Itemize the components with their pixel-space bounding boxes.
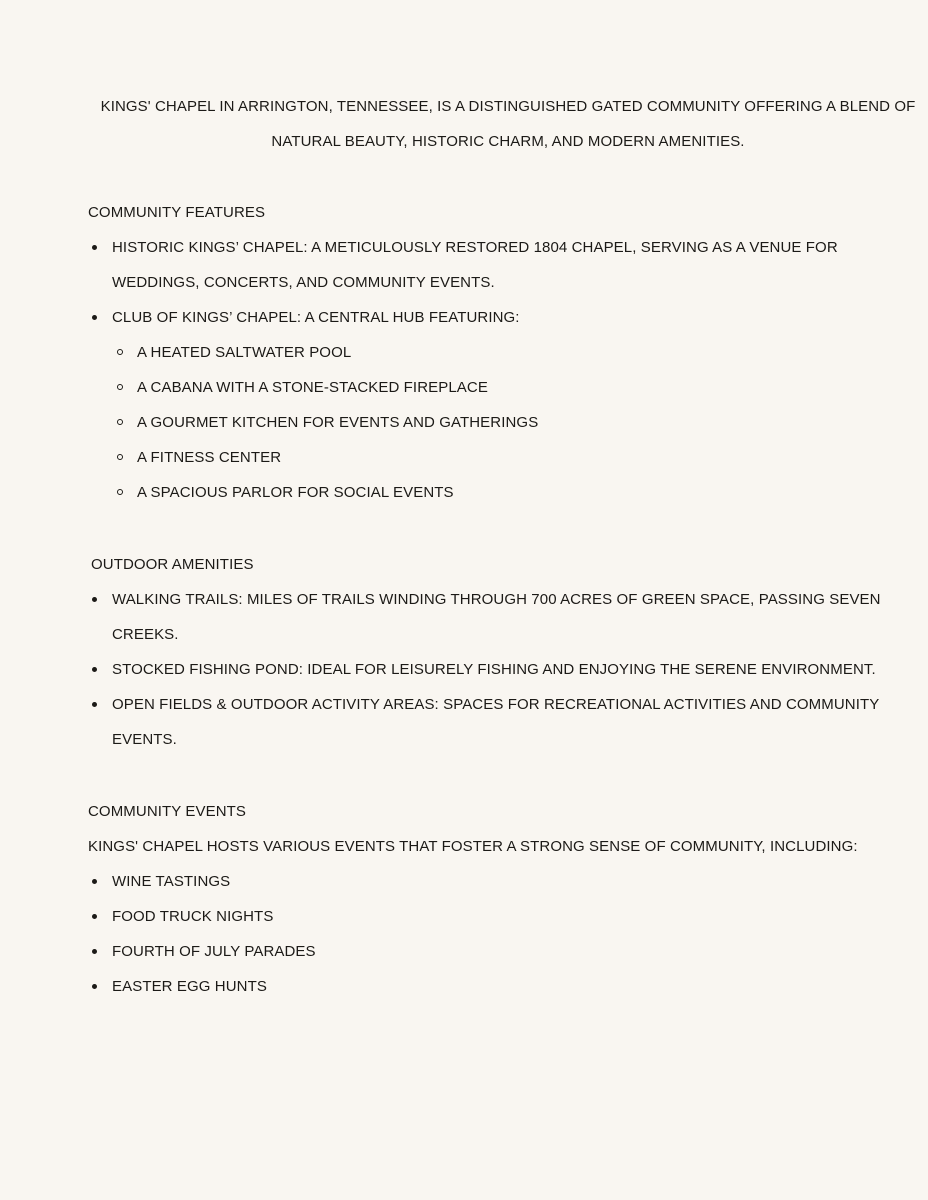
bullet-icon — [92, 949, 97, 954]
list-item-text: WALKING TRAILS: MILES OF TRAILS WINDING THROUGH 700 ACRES OF GREEN SPACE, PASSING SEVEN CREEKS. — [112, 591, 881, 643]
community-events-intro: KINGS' CHAPEL HOSTS VARIOUS EVENTS THAT FOSTER A STRONG SENSE OF COMMUNITY, INCLUDING: — [88, 838, 858, 855]
community-features-heading: COMMUNITY FEATURES — [88, 204, 266, 221]
bullet-icon — [92, 315, 97, 320]
list-item — [88, 652, 908, 687]
list-item-text: FOURTH OF JULY PARADES — [112, 943, 316, 960]
sublist-item-text: A FITNESS CENTER — [137, 449, 282, 466]
intro-paragraph: KINGS' CHAPEL IN ARRINGTON, TENNESSEE, IS A DISTINGUISHED GATED COMMUNITY OFFERING A BLEND OF NATURAL BEAUTY, HISTORIC CHARM, AND MODERN AMENITIES. — [100, 98, 916, 150]
list-item — [88, 582, 908, 652]
outdoor-amenities-list — [88, 582, 908, 757]
bullet-icon — [92, 984, 97, 989]
bullet-icon — [92, 667, 97, 672]
sublist-item — [112, 405, 908, 440]
list-item — [88, 230, 908, 300]
hollow-bullet-icon — [117, 384, 123, 390]
list-item-text: WINE TASTINGS — [112, 873, 231, 890]
bullet-icon — [92, 702, 97, 707]
hollow-bullet-icon — [117, 489, 123, 495]
hollow-bullet-icon — [117, 419, 123, 425]
sublist-item-text: A CABANA WITH A STONE-STACKED FIREPLACE — [137, 379, 488, 396]
club-amenities-sublist — [112, 335, 908, 510]
list-item — [88, 864, 908, 899]
bullet-icon — [92, 245, 97, 250]
sublist-item — [112, 475, 908, 510]
bullet-icon — [92, 597, 97, 602]
list-item — [88, 300, 908, 510]
list-item-text: FOOD TRUCK NIGHTS — [112, 908, 274, 925]
sublist-item — [112, 335, 908, 370]
list-item — [88, 934, 908, 969]
hollow-bullet-icon — [117, 349, 123, 355]
sublist-item — [112, 370, 908, 405]
list-item-text: OPEN FIELDS & OUTDOOR ACTIVITY AREAS: SPACES FOR RECREATIONAL ACTIVITIES AND COMMUNITY EVENTS. — [112, 696, 880, 748]
list-item-text: EASTER EGG HUNTS — [112, 978, 267, 995]
hollow-bullet-icon — [117, 454, 123, 460]
outdoor-amenities-heading: OUTDOOR AMENITIES — [91, 556, 254, 573]
sublist-item-text: A HEATED SALTWATER POOL — [137, 344, 352, 361]
list-item — [88, 899, 908, 934]
sublist-item — [112, 440, 908, 475]
sublist-item-text: A SPACIOUS PARLOR FOR SOCIAL EVENTS — [137, 484, 454, 501]
list-item-text: CLUB OF KINGS’ CHAPEL: A CENTRAL HUB FEATURING: — [112, 309, 520, 326]
list-item — [88, 969, 908, 1004]
community-features-list — [88, 230, 908, 510]
bullet-icon — [92, 879, 97, 884]
bullet-icon — [92, 914, 97, 919]
community-events-heading: COMMUNITY EVENTS — [88, 803, 247, 820]
list-item — [88, 687, 908, 757]
list-item-text: STOCKED FISHING POND: IDEAL FOR LEISURELY FISHING AND ENJOYING THE SERENE ENVIRONMENT. — [112, 661, 876, 678]
community-events-list — [88, 864, 908, 1004]
sublist-item-text: A GOURMET KITCHEN FOR EVENTS AND GATHERINGS — [137, 414, 539, 431]
list-item-text: HISTORIC KINGS’ CHAPEL: A METICULOUSLY RESTORED 1804 CHAPEL, SERVING AS A VENUE FOR WEDDINGS, CONCERTS, AND COMMUNITY EVENTS. — [112, 239, 838, 291]
